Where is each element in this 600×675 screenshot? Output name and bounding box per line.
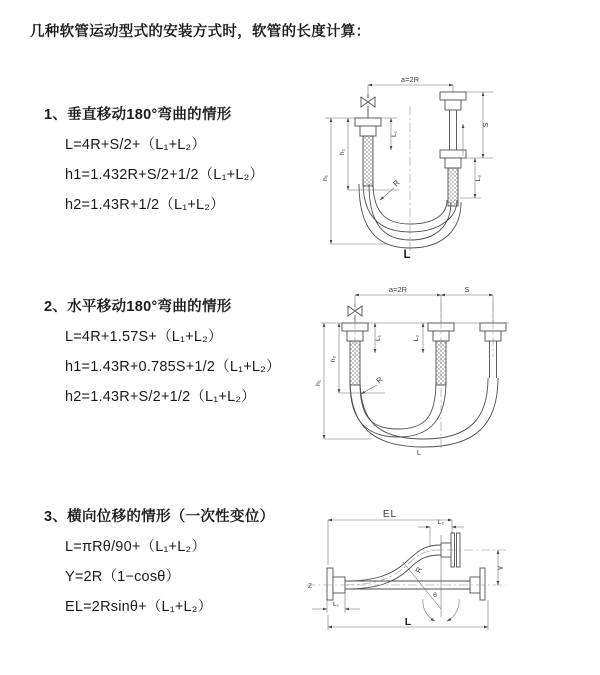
dim-label-l2: L₂ (475, 174, 482, 182)
radius-label: R (374, 374, 385, 386)
horizontal-bend-diagram (313, 283, 591, 462)
dim-label-l1: L₁ (391, 130, 398, 138)
section-3-heading: 3、横向位移的情形（一次性变位） (44, 509, 275, 525)
formula-length: L=4R+1.57S+（L₁+L₂） (65, 329, 223, 345)
dim-label-l2: L₂ (437, 519, 445, 526)
formula-h2: h2=1.43R+S/2+1/2（L₁+L₂） (65, 389, 256, 405)
braided-hose-section (363, 136, 373, 186)
vertical-bend-diagram (315, 72, 587, 265)
lateral-displacement-drawing (300, 505, 588, 655)
formula-h1: h1=1.432R+S/2+1/2（L₁+L₂） (65, 167, 265, 183)
formula-length: L=4R+S/2+（L₁+L₂） (65, 137, 207, 153)
formula-h2: h2=1.43R+1/2（L₁+L₂） (65, 197, 225, 213)
dim-label-h2: h₂ (339, 148, 346, 156)
dim-label-a2r: a=2R (400, 75, 420, 84)
vertical-bend-drawing (315, 72, 587, 260)
dim-label-s: S (481, 122, 490, 128)
right-flange-fitting (470, 568, 485, 600)
left-flange-fitting (355, 118, 381, 186)
length-label: L (403, 249, 411, 260)
dim-label-y: Y (496, 565, 505, 571)
formula-length: L=πRθ/90+（L₁+L₂） (65, 539, 207, 555)
radius-label: R (413, 565, 424, 575)
valve-icon (361, 94, 375, 118)
dim-label-el: EL (382, 509, 398, 520)
dim-label-l2: L₂ (413, 334, 420, 342)
horizontal-bend-drawing (313, 283, 591, 457)
section-vertical-180-bend (44, 103, 264, 220)
dim-label-h1: h₁ (315, 379, 322, 387)
length-label: L (416, 448, 422, 457)
page-title: 几种软管运动型式的安装方式时，软管的长度计算： (30, 24, 371, 40)
dim-label-h1: h₁ (322, 174, 329, 182)
right-flange-fitting (440, 92, 466, 206)
angle-label: θ (433, 592, 437, 599)
braided-hose-section (448, 168, 458, 206)
centerline-break-mark: Z (307, 583, 313, 590)
formula-h1: h1=1.43R+0.785S+1/2（L₁+L₂） (65, 359, 281, 375)
dim-label-l1: L₁ (332, 601, 340, 608)
lateral-displacement-diagram (300, 505, 588, 660)
dim-label-h2: h₂ (330, 355, 337, 363)
length-label: L (404, 616, 412, 628)
section-lateral-displacement (44, 505, 274, 622)
hose-displaced-curve (345, 545, 441, 589)
dim-label-a2r: a=2R (388, 285, 408, 294)
section-2-heading: 2、水平移动180°弯曲的情形 (44, 299, 232, 315)
section-horizontal-180-bend (44, 295, 281, 412)
formula-y: Y=2R（1−cosθ） (65, 569, 181, 585)
formula-el: EL=2Rsinθ+（L₁+L₂） (65, 599, 213, 615)
radius-label: R (391, 178, 402, 189)
dim-label-l1: L₁ (375, 334, 382, 342)
braided-hose-section (350, 341, 360, 385)
hose-u-bend (350, 378, 498, 447)
dim-label-s: S (464, 285, 470, 294)
left-flange-fitting (327, 568, 345, 600)
section-1-heading: 1、垂直移动180°弯曲的情形 (44, 107, 232, 123)
